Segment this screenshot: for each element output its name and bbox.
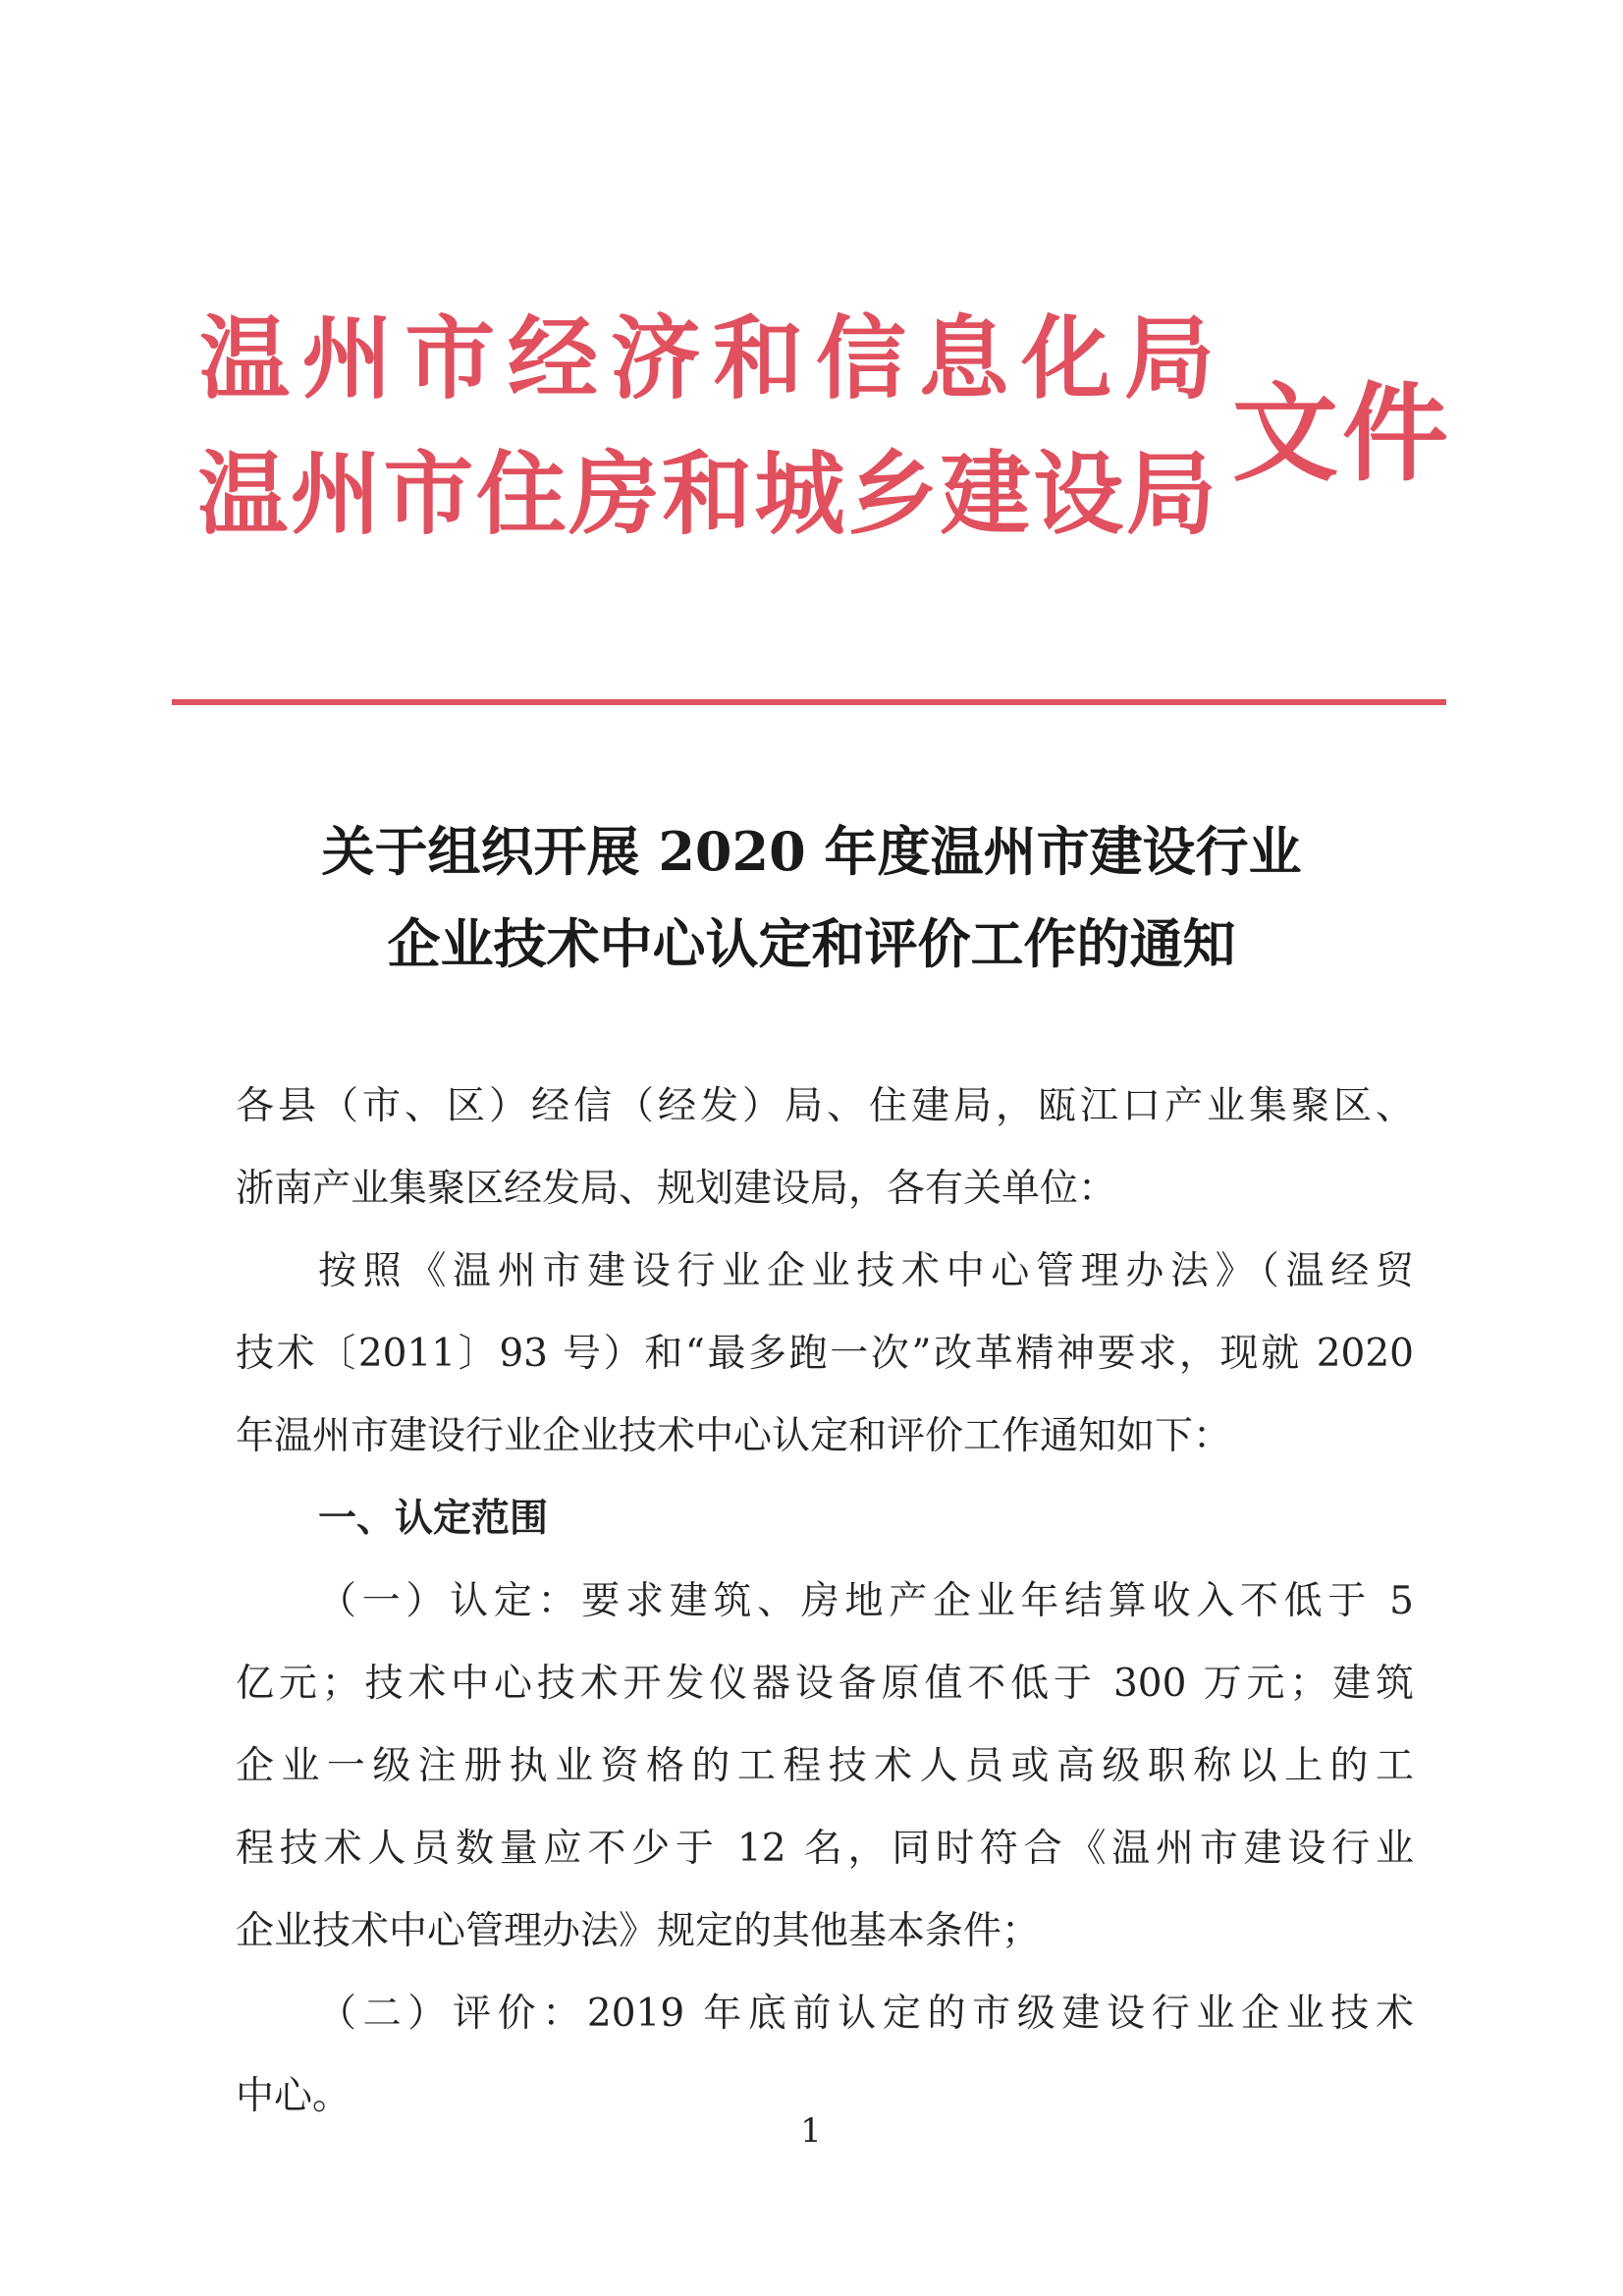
issuer-char: 州 (301, 306, 393, 411)
document-body (236, 1066, 1414, 2138)
issuer-char: 济 (610, 306, 701, 411)
issuer-char: 住 (475, 442, 567, 547)
issuer-economy-bureau (196, 304, 1217, 414)
item-line: （二）评价：2019 年底前认定的市级建设行业企业技术 (318, 1992, 1414, 2036)
item-line: （一）认定：要求建筑、房地产企业年结算收入不低于 5 (318, 1579, 1414, 1623)
page-number: 1 (800, 2111, 822, 2151)
item-line: 企业一级注册执业资格的工程技术人员或高级职称以上的工 (236, 1744, 1414, 1788)
issuer-char: 局 (1125, 442, 1217, 547)
issuer-char: 化 (1021, 306, 1112, 411)
issuer-char: 信 (815, 306, 906, 411)
issuer-char: 和 (713, 306, 804, 411)
section-heading: 一、认定范围 (318, 1497, 549, 1541)
issuer-char: 市 (405, 306, 496, 411)
issuer-char: 州 (290, 442, 381, 547)
document-title (196, 805, 1427, 990)
issuer-char: 温 (197, 442, 289, 547)
item-line: 程技术人员数量应不少于 12 名，同时符合《温州市建设行业 (236, 1827, 1414, 1871)
issuer-char: 市 (383, 442, 474, 547)
intro-line: 年温州市建设行业企业技术中心认定和评价工作通知如下： (236, 1414, 1232, 1458)
intro-line: 按照《温州市建设行业企业技术中心管理办法》（温经贸 (318, 1249, 1414, 1293)
document-type-label: 文件 (1232, 373, 1453, 496)
addressee-line: 各县（市、区）经信（经发）局、住建局，瓯江口产业集聚区、 (236, 1084, 1414, 1128)
issuer-char: 息 (918, 306, 1009, 411)
issuer-char: 和 (662, 442, 753, 547)
issuer-char: 城 (754, 442, 845, 547)
red-letterhead (196, 295, 1473, 570)
issuer-housing-bureau (196, 440, 1217, 550)
addressee-line: 浙南产业集聚区经发局、规划建设局，各有关单位： (236, 1167, 1117, 1211)
issuer-char: 温 (198, 306, 290, 411)
title-line-2: 企业技术中心认定和评价工作的通知 (387, 912, 1236, 975)
issuer-char: 局 (1123, 306, 1215, 411)
item-line: 亿元；技术中心技术开发仪器设备原值不低于 300 万元；建筑 (236, 1662, 1414, 1706)
issuer-char: 经 (507, 306, 598, 411)
issuer-char: 建 (940, 442, 1031, 547)
issuer-char: 设 (1033, 442, 1124, 547)
item-line: 中心。 (236, 2074, 352, 2118)
title-line-1: 关于组织开展 2020 年度温州市建设行业 (321, 820, 1302, 883)
issuer-char: 房 (568, 442, 660, 547)
red-divider-line (172, 699, 1446, 705)
issuer-char: 乡 (847, 442, 939, 547)
intro-line: 技术〔2011〕93 号）和“最多跑一次”改革精神要求，现就 2020 (236, 1332, 1414, 1376)
item-line: 企业技术中心管理办法》规定的其他基本条件； (236, 1909, 1041, 1953)
